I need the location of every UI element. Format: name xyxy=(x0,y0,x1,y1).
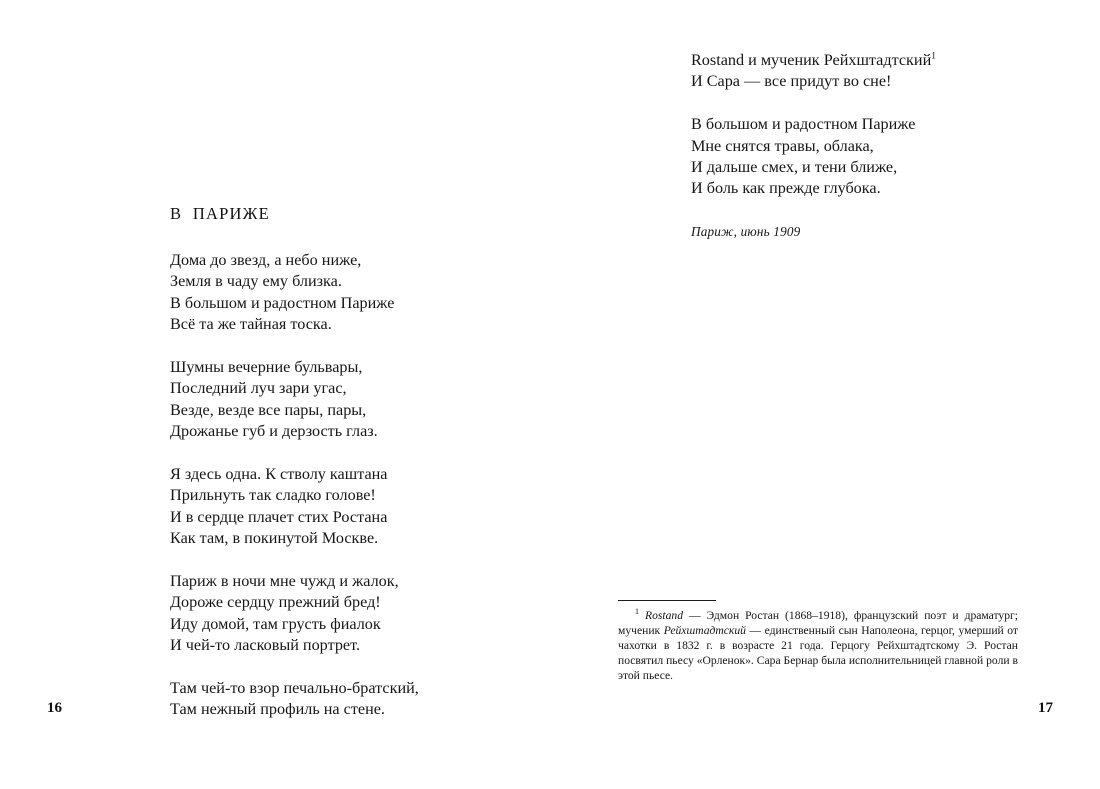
poem-title: В ПАРИЖЕ xyxy=(170,204,270,223)
footnote-segment-italic: Рейхштадтский xyxy=(663,624,746,638)
poem-line: И боль как прежде глубока. xyxy=(691,179,881,198)
poem-line: Там нежный профиль на стене. xyxy=(170,700,385,719)
poem-line: Дороже сердцу прежний бред! xyxy=(170,593,381,612)
footnote-reference-marker[interactable]: 1 xyxy=(931,51,937,62)
stanza xyxy=(691,114,1031,200)
poem-line: Везде, везде все пары, пары, xyxy=(170,400,367,419)
poem-line xyxy=(691,50,1031,71)
page-number-left: 16 xyxy=(47,700,62,716)
poem-line: Прильнуть так сладко голове! xyxy=(170,486,376,505)
poem-line: Я здесь одна. К стволу каштана xyxy=(170,465,388,484)
footnote-marker: 1 xyxy=(635,607,639,617)
poem-line: И Сара — все придут во сне! xyxy=(691,72,892,91)
footnote-segment-italic: Rostand xyxy=(644,609,683,622)
poem-line-text: Rostand и мученик Рейхштадтский xyxy=(691,51,932,69)
poem-line: Париж в ночи мне чужд и жалок, xyxy=(170,572,399,591)
poem-line: Дома до звезд, а небо ниже, xyxy=(170,251,362,269)
poem-dateline: Париж, июнь 1909 xyxy=(691,224,801,240)
poem-line: В большом и радостном Париже xyxy=(170,293,395,312)
footnote-separator-rule xyxy=(618,600,716,601)
poem-line: И дальше смех, и тени ближе, xyxy=(691,158,898,177)
poem-line: Шумны вечерние бульвары, xyxy=(170,358,363,377)
poem-line: Как там, в покинутой Москве. xyxy=(170,529,379,548)
footnote-text xyxy=(618,608,1018,683)
footnote-block xyxy=(618,600,1018,683)
poem-line: Земля в чаду ему близка. xyxy=(170,272,342,291)
poem-line: Иду домой, там грусть фиалок xyxy=(170,614,381,633)
stanza xyxy=(170,357,500,443)
page-number-right: 17 xyxy=(1038,700,1053,716)
poem-body-left xyxy=(170,250,500,721)
poem-line: Всё та же тайная тоска. xyxy=(170,315,332,334)
poem-line: Последний луч зари угас, xyxy=(170,379,347,398)
poem-line: И в сердце плачет стих Ростана xyxy=(170,507,388,526)
stanza xyxy=(691,50,1031,93)
stanza xyxy=(170,678,500,721)
poem-line: Мне снятся травы, облака, xyxy=(691,136,874,155)
right-page xyxy=(550,0,1100,789)
poem-body-right xyxy=(691,50,1031,243)
stanza xyxy=(170,571,500,657)
stanza xyxy=(170,250,500,336)
stanza xyxy=(170,464,500,550)
footnote-segment: — единственный сын Наполеона, герцог, умерший от чахотки в 1832 г. в возрасте 21 года. Герцогу Рейхштадтскому Э. Ростан посвятил пьесу «Орленок». Сара Бернар была исполнительницей главной роли в этой пьесе. xyxy=(618,624,1018,683)
poem-line: Дрожанье губ и дерзость глаз. xyxy=(170,422,378,441)
poem-line: В большом и радостном Париже xyxy=(691,115,916,134)
footnote-segment: — Эдмон Ростан (1868–1918), французский поэт и драматург; мученик xyxy=(618,609,1018,638)
poem-line: И чей-то ласковый портрет. xyxy=(170,636,361,655)
poem-line: Там чей-то взор печально-братский, xyxy=(170,679,419,698)
